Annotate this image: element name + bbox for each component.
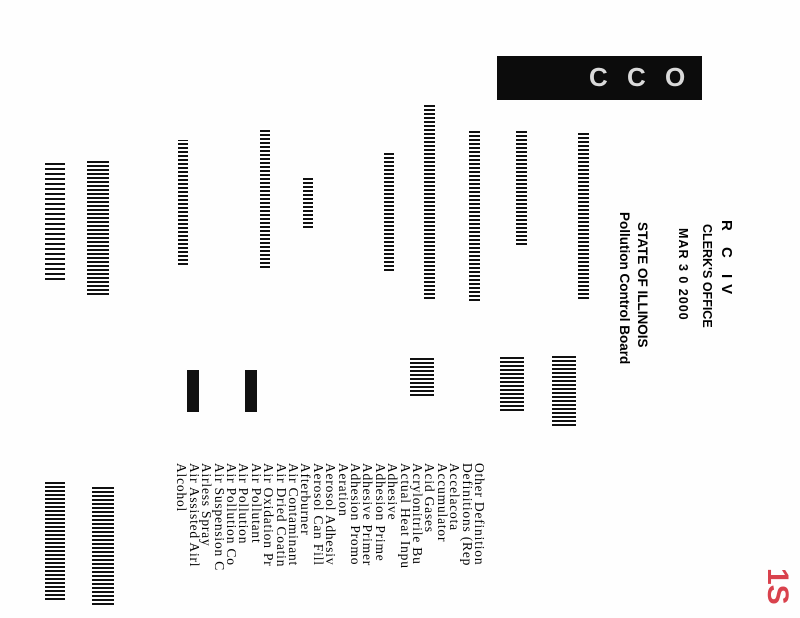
stamp-clerks-office: CLERK'S OFFICE [700, 224, 714, 328]
toc-entry: Other Definition [472, 463, 487, 566]
stamp-board: Pollution Control Board [617, 212, 632, 365]
red-mark [760, 568, 800, 610]
toc-entry: Air Pollutant [248, 463, 264, 544]
toc-entry: Air Assisted Airl [186, 463, 202, 568]
toc-entry: Adhesion Promo [348, 463, 363, 566]
toc-entry: Aeration [335, 463, 351, 517]
toc-entry: Adhesive [385, 463, 401, 521]
toc-entry: Alcohol [174, 463, 190, 513]
stamp-ghost-letters: C C O [589, 62, 692, 92]
toc-entry: Air Pollution [236, 463, 252, 545]
red-mark-text: 1S [761, 568, 794, 605]
stamp-received-letters: R C IV [718, 220, 735, 301]
toc-entry: Air Oxidation Pr [261, 463, 277, 567]
toc-entry: Air Suspension C [211, 463, 227, 572]
toc-entry: Acrylonitrile Bu [410, 463, 425, 565]
toc-entry: Air Pollution Co [224, 463, 239, 566]
stamp-date: MAR 3 0 2000 [676, 228, 690, 321]
toc-entry: Actual Heat Inpu [397, 463, 413, 569]
toc-entry: Air Contaminant [286, 463, 301, 567]
toc-entry: Aerosol Can Fill [310, 463, 326, 566]
toc-entry: Airless Spray [199, 463, 215, 547]
toc-entry: Adhesive Primer [360, 463, 376, 567]
toc-entry: Acid Gases [422, 463, 438, 533]
black-stamp-block [497, 56, 702, 100]
toc-entry: Afterburner [298, 463, 314, 536]
toc-entry: Air Dried Coatin [273, 463, 289, 568]
toc-entry: Adhesion Prime [372, 463, 388, 562]
toc-entry: Accumulator [434, 463, 450, 543]
toc-entry: Aerosol Adhesiv [323, 463, 339, 566]
toc-entry: Accelacota [447, 463, 463, 531]
toc-entry: Definitions (Rep [459, 463, 475, 567]
stamp-state: STATE OF ILLINOIS [635, 222, 650, 348]
